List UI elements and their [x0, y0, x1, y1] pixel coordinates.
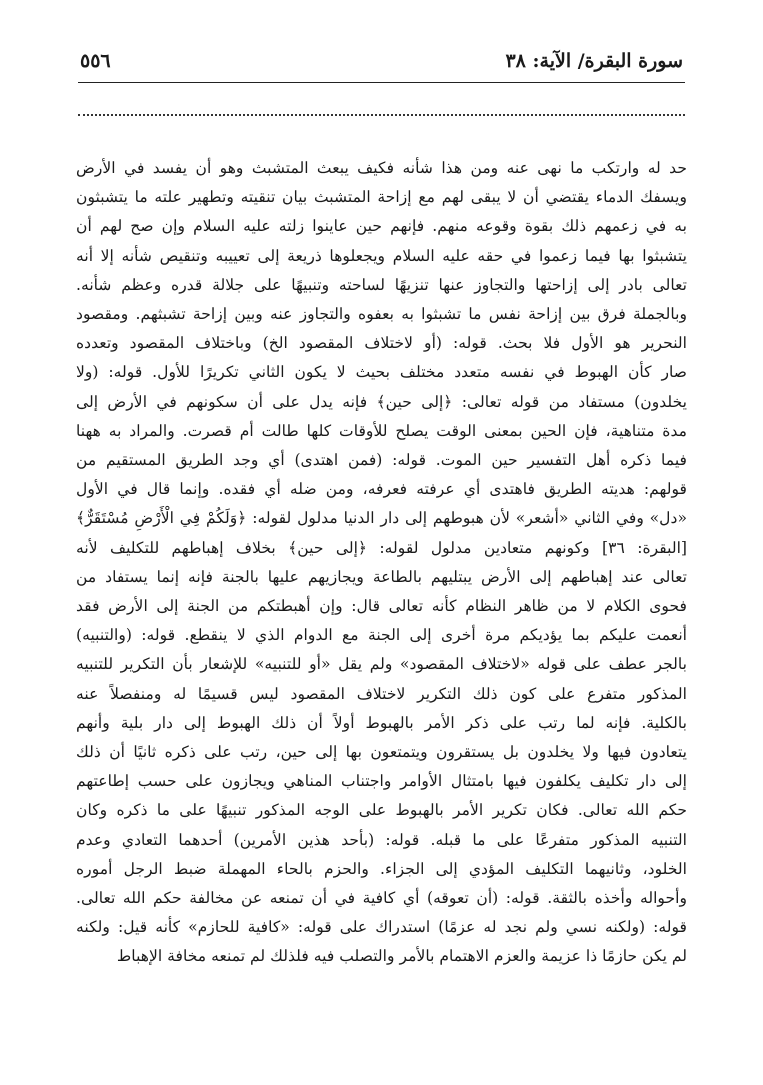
- text-line: قولهم: هديته الطريق فاهتدى أي عرفته فعرفه، ومن ضله أي فقده. وإنما قال في الأول: [76, 480, 687, 499]
- text-line: حد له وارتكب ما نهى عنه ومن هذا شأنه فكيف يبعث المتشبث وهو أن يفسد في الأرض: [76, 159, 687, 177]
- text-line: فيما ذكره أهل التفسير حين الموت. قوله: (فمن اهتدى) أي وجد الطريق المستقيم من: [76, 451, 687, 470]
- text-line: إلى دار تكليف يكلفون فيها بامتثال الأوامر واجتناب المناهي ويجازون على حسب إطاعتهم: [76, 772, 687, 791]
- text-line: يتعادون فيها ولا يخلدون بل يستقرون ويتمتعون بها إلى حين، رتب على ذكره ثانيًا أن ذلك: [76, 743, 687, 762]
- text-line: بالكلية. فإنه لما رتب على ذكر الأمر بالهبوط أولاً أن ذلك الهبوط إلى دار بلية وأنهم: [76, 713, 687, 732]
- text-line: قوله: (ولكنه نسي ولم نجد له عزمًا) استدراك على قوله: «كافية للحازم» كأنه قيل: ولكنه: [76, 918, 687, 937]
- text-line: تعالى عند إهباطهم إلى الأرض يبتليهم بالطاعة ويجازيهم عليها بالجنة فإنه إنما يستفاد من: [76, 567, 687, 586]
- text-line: يخلدون) مستفاد من قوله تعالى: ﴿إلى حين﴾ فإنه يدل على أن سكونهم في الأرض إلى: [76, 392, 687, 411]
- text-line: به في زعمهم ذلك بقوة وقوعه منهم. فإنهم حين عاينوا زلته عليه السلام وإن صح لهم أن: [76, 217, 687, 236]
- dotted-separator: [78, 100, 685, 116]
- text-line: وبالجملة فرق بين إزاحة نفس ما تشبثوا به بعفوه والتجاوز عنه وبين إزاحة تشبثهم. ومقصود: [76, 305, 687, 324]
- text-line: «دل» وفي الثاني «أشعر» لأن هبوطهم إلى دار الدنيا مدلول لقوله: ﴿وَلَكُمْ فِي الْأَرْضِ مُسْتَقَرٌّ﴾: [76, 509, 687, 528]
- text-line: حكم الله تعالى. فكان تكرير الأمر بالهبوط على الوجه المذكور تنبيهًا على ما ذكره وكان: [76, 801, 687, 820]
- commentary-text: [76, 154, 687, 972]
- text-line: الخلود، وثانيهما التكليف المؤدي إلى الجزاء. والحزم بالحاء المهملة ضبط الرجل أموره: [76, 859, 687, 878]
- text-line: أنعمت عليكم بما يؤديكم مرة أخرى إلى الجنة مع الدوام الذي لا ينقطع. قوله: (والتنبيه): [76, 626, 687, 645]
- header-rule: [78, 82, 685, 83]
- text-line: فحوى الكلام لا من ظاهر النظام كأنه تعالى قال: وإن أهبطتكم من الجنة إلى الأرض فقد: [76, 597, 687, 616]
- running-header: [80, 44, 683, 78]
- text-line: التنبيه المذكور متفرعًا على ما قبله. قوله: (بأحد هذين الأمرين) أحدهما التعادي وعدم: [76, 830, 687, 849]
- surah-verse-label: سورة البقرة/ الآية: ٣٨: [505, 50, 683, 72]
- text-line: [البقرة: ٣٦] وكونهم متعادين مدلول لقوله: ﴿إلى حين﴾ بخلاف إهباطهم للتكليف لأنه: [76, 538, 688, 557]
- text-line: لم يكن حازمًا ذا عزيمة والعزم الاهتمام بالأمر والتصلب فيه فلذلك لم تمنعه مخافة الإهباط: [116, 947, 687, 966]
- text-line: يتشبثوا بها فيما زعموا في حقه عليه السلام ويجعلوها ذريعة إلى تعييبه وتنقيص شأنه إلا أنه: [76, 246, 687, 265]
- page-number: ٥٥٦: [80, 50, 111, 72]
- text-line: النحرير هو الأول فلا بحث. قوله: (أو لاختلاف المقصود الخ) وباختلاف المقصود وتعدده: [76, 334, 687, 353]
- text-line: ويسفك الدماء يقتضي أن لا يبقى لهم مع إزاحة المتشبث بيان تنقيته وتطهير علته ما يتشبثون: [76, 188, 687, 207]
- text-line: المذكور متفرع على كون ذلك التكرير لاختلاف المقصود ليس قسيمًا له ومنفصلاً عنه: [76, 684, 687, 703]
- text-line: وأحواله وأخذه بالثقة. قوله: (أن تعوقه) أي كافية في أن تمنعه عن مخالفة حكم الله تعالى.: [76, 889, 687, 908]
- text-line: بالجر عطف على قوله «لاختلاف المقصود» ولم يقل «أو للتنبيه» للإشعار بأن التكرير للتنبيه: [76, 655, 687, 674]
- text-line: صار كأن الهبوط في نفسه متعدد مختلف بحيث لا يكون الثاني تكريرًا للأول. قوله: (ولا: [76, 363, 687, 382]
- text-line: تعالى بادر إلى إزاحتها والتجاوز عنها تنزيهًا لساحته وتنبيهًا على جلالة قدره وعظم شأنه.: [76, 275, 687, 294]
- text-line: مدة متناهية، فإن الحين بمعنى الوقت يصلح للأوقات كلها طالت أم قصرت. والمراد به ههنا: [76, 421, 687, 440]
